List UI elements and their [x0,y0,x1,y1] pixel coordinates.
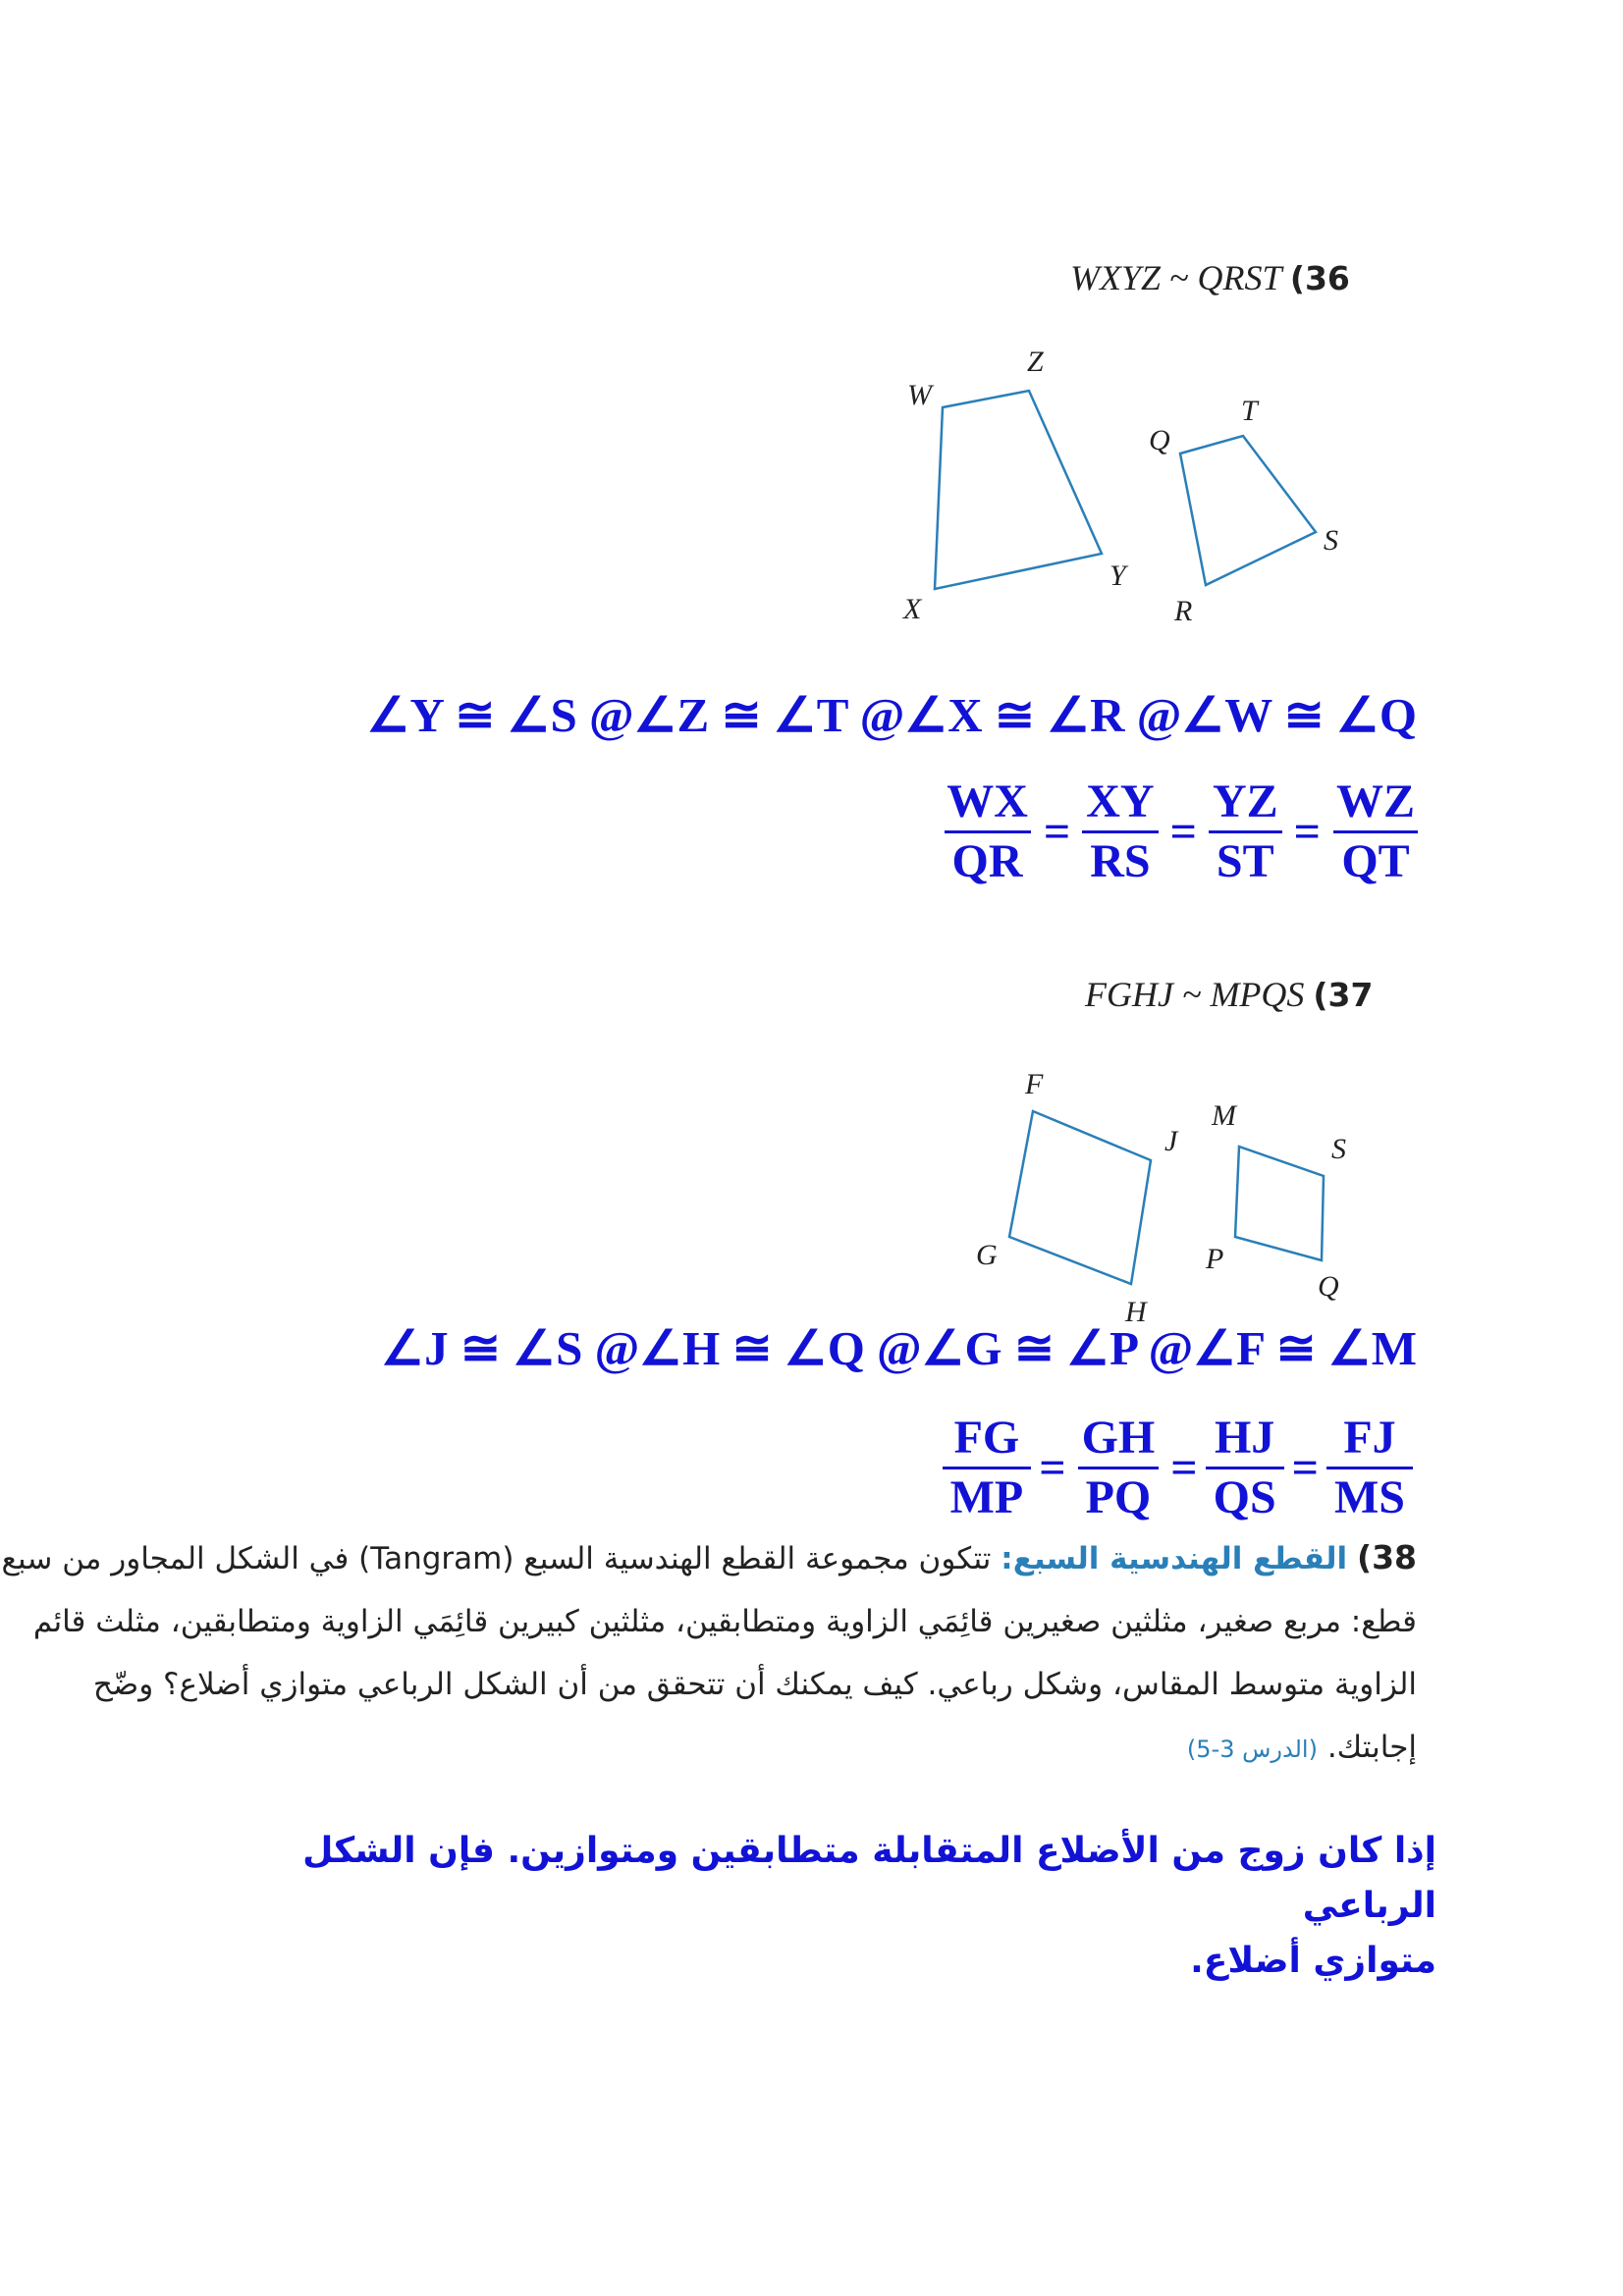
ratio-denominator: PQ [1078,1467,1160,1524]
ratio-denominator: ST [1209,830,1282,888]
quadrilateral-wxyz [935,391,1102,589]
answer-line-2: متوازي أضلاع. [1190,1941,1436,1981]
quadrilateral-mpqs [1235,1147,1324,1260]
problem-38-line-1 [1,1526,1417,1590]
problem-38-number: 38) [1356,1538,1417,1576]
vertex-r-label: R [1174,595,1193,627]
equals-sign: = [1169,806,1197,858]
ratio-yz-st [1205,775,1286,888]
problem-37-angle-congruences: ∠J ≅ ∠S @∠H ≅ ∠Q @∠G ≅ ∠P @∠F ≅ ∠M [381,1321,1417,1375]
ratio-numerator: HJ [1214,1412,1275,1464]
ratio-denominator: MS [1326,1467,1413,1524]
problem-38-line-4 [140,1716,1417,1781]
problem-36-heading [1070,257,1350,298]
quadrilateral-qrst [1180,436,1316,585]
problem-38-line-2: قطع: مربع صغير، مثلثين صغيرين قائِمَي الزاوية ومتطابقين، مثلثين كبيرين قائِمَي الزاوية ومتطابقين، مثلث قائم [32,1604,1417,1639]
equals-sign: = [1039,1442,1066,1494]
vertex-j-label: J [1164,1125,1178,1157]
problem-37-number: (37 [1313,976,1374,1014]
ratio-denominator: QT [1333,830,1417,888]
vertex-f-label: F [1025,1068,1044,1100]
problem-37-figure [962,1060,1394,1335]
ratio-numerator: FG [953,1412,1020,1464]
ratio-wz-qt [1328,775,1423,888]
ratio-numerator: GH [1081,1412,1156,1464]
ratio-numerator: WZ [1335,775,1415,828]
equals-sign: = [1170,1442,1198,1494]
answer-line-1: إذا كان زوج من الأضلاع المتقابلة متطابقين ومتوازين. فإن الشكل الرباعي [302,1831,1436,1926]
ratio-xy-rs [1078,775,1162,888]
vertex-p-label: P [1206,1243,1224,1275]
problem-38 [1,1526,1417,1781]
problem-36-statement: WXYZ ~ QRST [1070,258,1281,297]
vertex-q-label: Q [1149,424,1170,456]
problem-38-answer [160,1824,1436,1989]
vertex-t-label: T [1241,395,1258,427]
problem-37-ratio-equation [939,1412,1417,1524]
vertex-h-label: H [1125,1296,1147,1328]
ratio-numerator: FJ [1343,1412,1396,1464]
ratio-gh-pq [1074,1412,1163,1524]
ratio-fj-ms [1326,1412,1413,1524]
ratio-numerator: YZ [1212,775,1278,828]
vertex-g-label: G [976,1239,998,1271]
ratio-fg-mp [943,1412,1032,1524]
ratio-denominator: RS [1082,830,1158,888]
problem-38-text-1: تتكون مجموعة القطع الهندسية السبع (Tangram) في الشكل المجاور من سبع [1,1541,992,1576]
vertex-s-label: S [1331,1133,1346,1165]
equals-sign: = [1291,1442,1319,1494]
vertex-z-label: Z [1027,346,1044,378]
vertex-x-label: X [903,593,922,625]
ratio-numerator: WX [947,775,1028,828]
equals-sign: = [1043,806,1071,858]
ratio-denominator: QR [945,830,1031,888]
problem-36-angle-congruences: ∠Y ≅ ∠S @∠Z ≅ ∠T @∠X ≅ ∠R @∠W ≅ ∠Q [366,688,1417,742]
vertex-y-label: Y [1109,560,1126,592]
problem-36-number: (36 [1289,259,1350,297]
problem-36-ratio-equation [935,775,1427,888]
problem-38-title: القطع الهندسية السبع: [1001,1541,1348,1576]
quadrilateral-fghj [1009,1111,1151,1284]
problem-38-text-4: إجابتك. [1326,1730,1417,1765]
problem-36-figure [884,334,1394,648]
ratio-denominator: QS [1206,1467,1284,1524]
problem-37-heading [1085,974,1373,1015]
equals-sign: = [1293,806,1321,858]
vertex-w-label: W [907,379,932,411]
ratio-wx-qr [939,775,1036,888]
lesson-reference: (الدرس 3-5) [1186,1735,1318,1763]
vertex-q-label: Q [1318,1270,1339,1303]
problem-37-statement: FGHJ ~ MPQS [1085,975,1305,1014]
ratio-numerator: XY [1086,775,1155,828]
vertex-m-label: M [1212,1099,1236,1132]
ratio-hj-qs [1206,1412,1284,1524]
vertex-s-label: S [1324,524,1338,557]
ratio-denominator: MP [943,1467,1032,1524]
problem-38-line-3: الزاوية متوسط المقاس، وشكل رباعي. كيف يمكنك أن تتحقق من أن الشكل الرباعي متوازي أضلاع؟ وضّح [92,1667,1417,1702]
